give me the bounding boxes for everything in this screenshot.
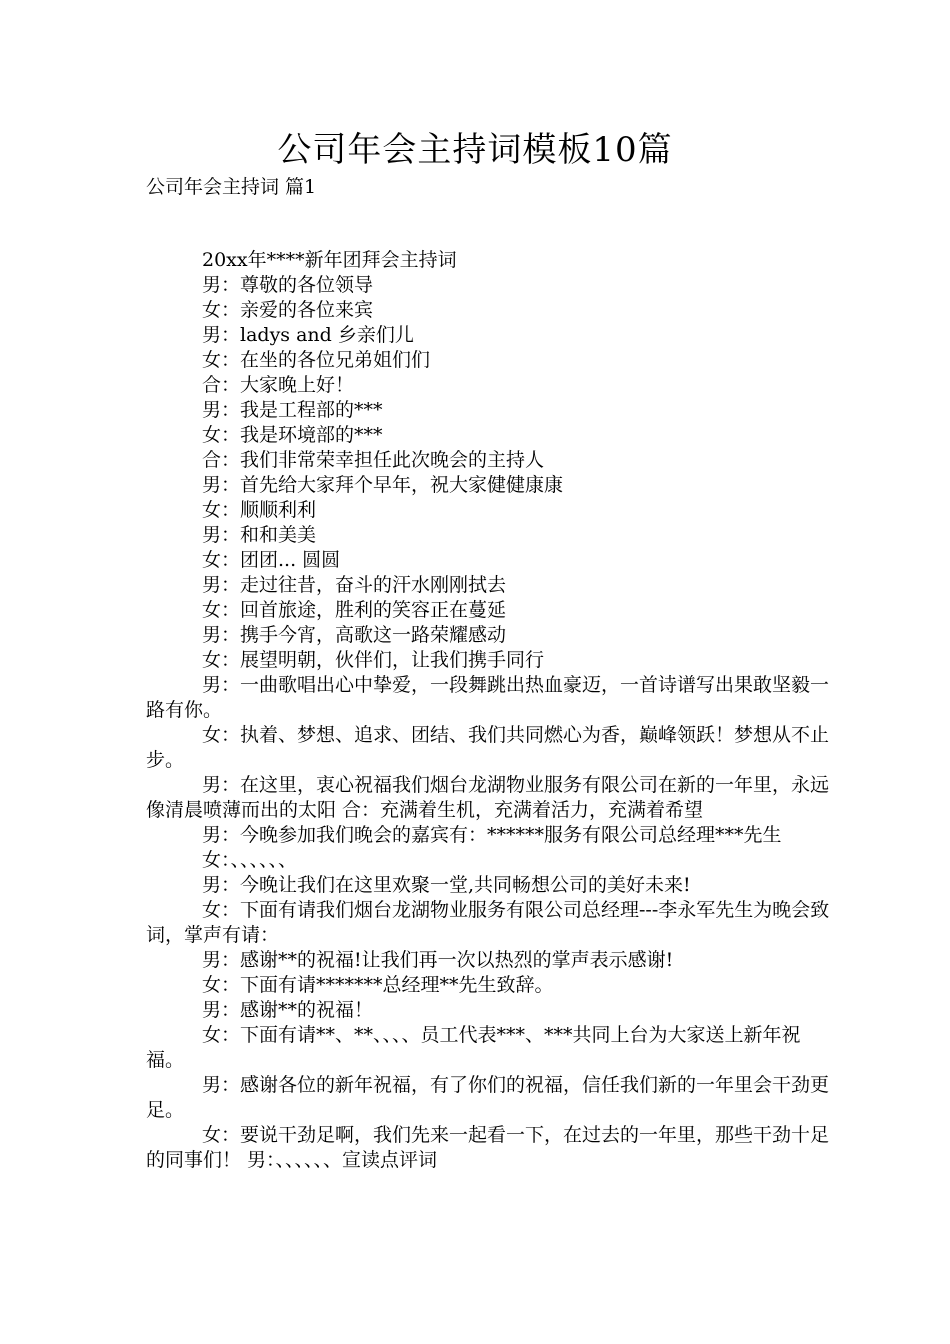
paragraph: 男：首先给大家拜个早年，祝大家健健康康 [202,474,564,496]
paragraph: 女：下面有请我们烟台龙湖物业服务有限公司总经理---李永军先生为晚会致词，掌声有请： [146,899,830,946]
paragraph: 女：团团... 圆圆 [202,549,341,571]
document-title: 公司年会主持词模板10篇 [277,130,673,170]
paragraph: 男：感谢各位的新年祝福，有了你们的祝福，信任我们新的一年里会干劲更足。 [146,1074,830,1121]
paragraph: 女：展望明朝，伙伴们，让我们携手同行 [202,649,545,671]
paragraph: 20xx年****新年团拜会主持词 [202,249,457,271]
paragraph: 女：我是环境部的*** [202,424,383,446]
paragraph: 男：尊敬的各位领导 [202,274,374,296]
document-body [146,248,836,1173]
paragraph: 男：ladys and 乡亲们儿 [202,324,414,346]
paragraph: 女：顺顺利利 [202,499,317,521]
paragraph: 女：亲爱的各位来宾 [202,299,374,321]
paragraph: 女：下面有请**、**、、、、员工代表***、***共同上台为大家送上新年祝福。 [146,1024,801,1071]
paragraph: 男：在这里，衷心祝福我们烟台龙湖物业服务有限公司在新的一年里，永远像清晨喷薄而出的太阳 合：充满着生机，充满着活力，充满着希望 [146,774,830,821]
paragraph: 男：一曲歌唱出心中挚爱，一段舞跳出热血豪迈，一首诗谱写出果敢坚毅一路有你。 [146,674,830,721]
paragraph: 男：和和美美 [202,524,317,546]
paragraph: 男：我是工程部的*** [202,399,383,421]
paragraph: 女：执着、梦想、追求、团结、我们共同燃心为香，巅峰领跃！梦想从不止步。 [146,724,830,771]
paragraph: 男：今晚让我们在这里欢聚一堂,共同畅想公司的美好未来! [202,874,691,896]
paragraph: 女：下面有请*******总经理**先生致辞。 [202,974,554,996]
paragraph: 合：大家晚上好！ [202,374,355,396]
paragraph: 女：、、、、、、 [202,849,298,871]
paragraph: 女：回首旅途，胜利的笑容正在蔓延 [202,599,507,621]
paragraph: 男：今晚参加我们晚会的嘉宾有：******服务有限公司总经理***先生 [202,824,782,846]
paragraph: 女：要说干劲足啊，我们先来一起看一下，在过去的一年里，那些干劲十足的同事们！ 男：、、、、、、宣读点评词 [146,1124,830,1171]
paragraph: 女：在坐的各位兄弟姐们们 [202,349,431,371]
section-heading: 公司年会主持词 篇1 [146,176,317,198]
paragraph: 男：感谢**的祝福!让我们再一次以热烈的掌声表示感谢! [202,949,674,971]
paragraph: 男：走过往昔，奋斗的汗水刚刚拭去 [202,574,507,596]
paragraph: 合：我们非常荣幸担任此次晚会的主持人 [202,449,545,471]
paragraph: 男：携手今宵，高歌这一路荣耀感动 [202,624,507,646]
paragraph: 男：感谢**的祝福！ [202,999,374,1021]
